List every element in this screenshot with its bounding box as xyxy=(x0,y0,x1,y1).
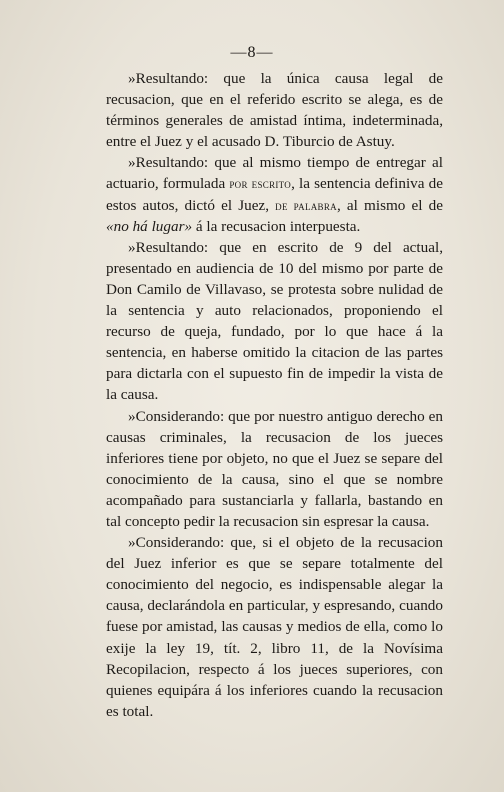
text-run: »Resultando: que al mismo tiempo de entregar al actuario, formulada xyxy=(106,154,443,193)
text-run: á la recusacion interpuesta. xyxy=(192,217,361,235)
paragraph-considerando-1: »Considerando: que por nuestro antiguo derecho en causas criminales, la recusacion de los jueces inferiores tiene por objeto, no que el Juez se separe del conocimiento de la causa, sino el que se nombre acompañado para sustanciarla y fallarla, bastando en tal concepto pedir la recusacion sin espresar la causa. xyxy=(106,407,443,530)
small-caps-run: por escrito xyxy=(229,176,292,192)
paragraph-resultando-3: »Resultando: que en escrito de 9 del actual, presentado en audiencia de 10 del mismo por parte de Don Camilo de Villavaso, se protesta sobre nulidad de la sentencia y auto relacionados, proponiendo el recurso de queja, fundado, por lo que hace á la sentencia, en haberse omitido la citacion de las partes para dictarla con el supuesto fin de impedir la vista de la causa. xyxy=(106,238,443,404)
paragraph-resultando-2 xyxy=(106,152,443,236)
paragraph-considerando-2: »Considerando: que, si el objeto de la recusacion del Juez inferior es que se separe totalmente del conocimiento del negocio, es indispensable alegar la causa, declarándola en particular, y espresando, cuando fuese por amistad, las causas y medios de ella, como lo exije la ley 19, tít. 2, libro 11, de la Novísima Recopilacion, respecto á los jueces superiores, con quienes equipára á los inferiores cuando la recusacion es total. xyxy=(106,534,443,720)
small-caps-run: de palabra xyxy=(275,197,337,213)
paragraph-resultando-1: »Resultando: que la única causa legal de recusacion, que en el referido escrito se alega, es de términos generales de amistad íntima, indeterminada, entre el Juez y el acusado D. Tiburcio de Astuy. xyxy=(106,70,443,151)
page-number: —8— xyxy=(230,44,274,61)
text-run: , al mismo el de xyxy=(336,196,443,214)
text-run: , la sentencia definiva de estos autos, dictó el Juez, xyxy=(106,175,443,214)
body-text xyxy=(106,68,443,722)
italic-run: «no há lugar» xyxy=(106,217,193,235)
